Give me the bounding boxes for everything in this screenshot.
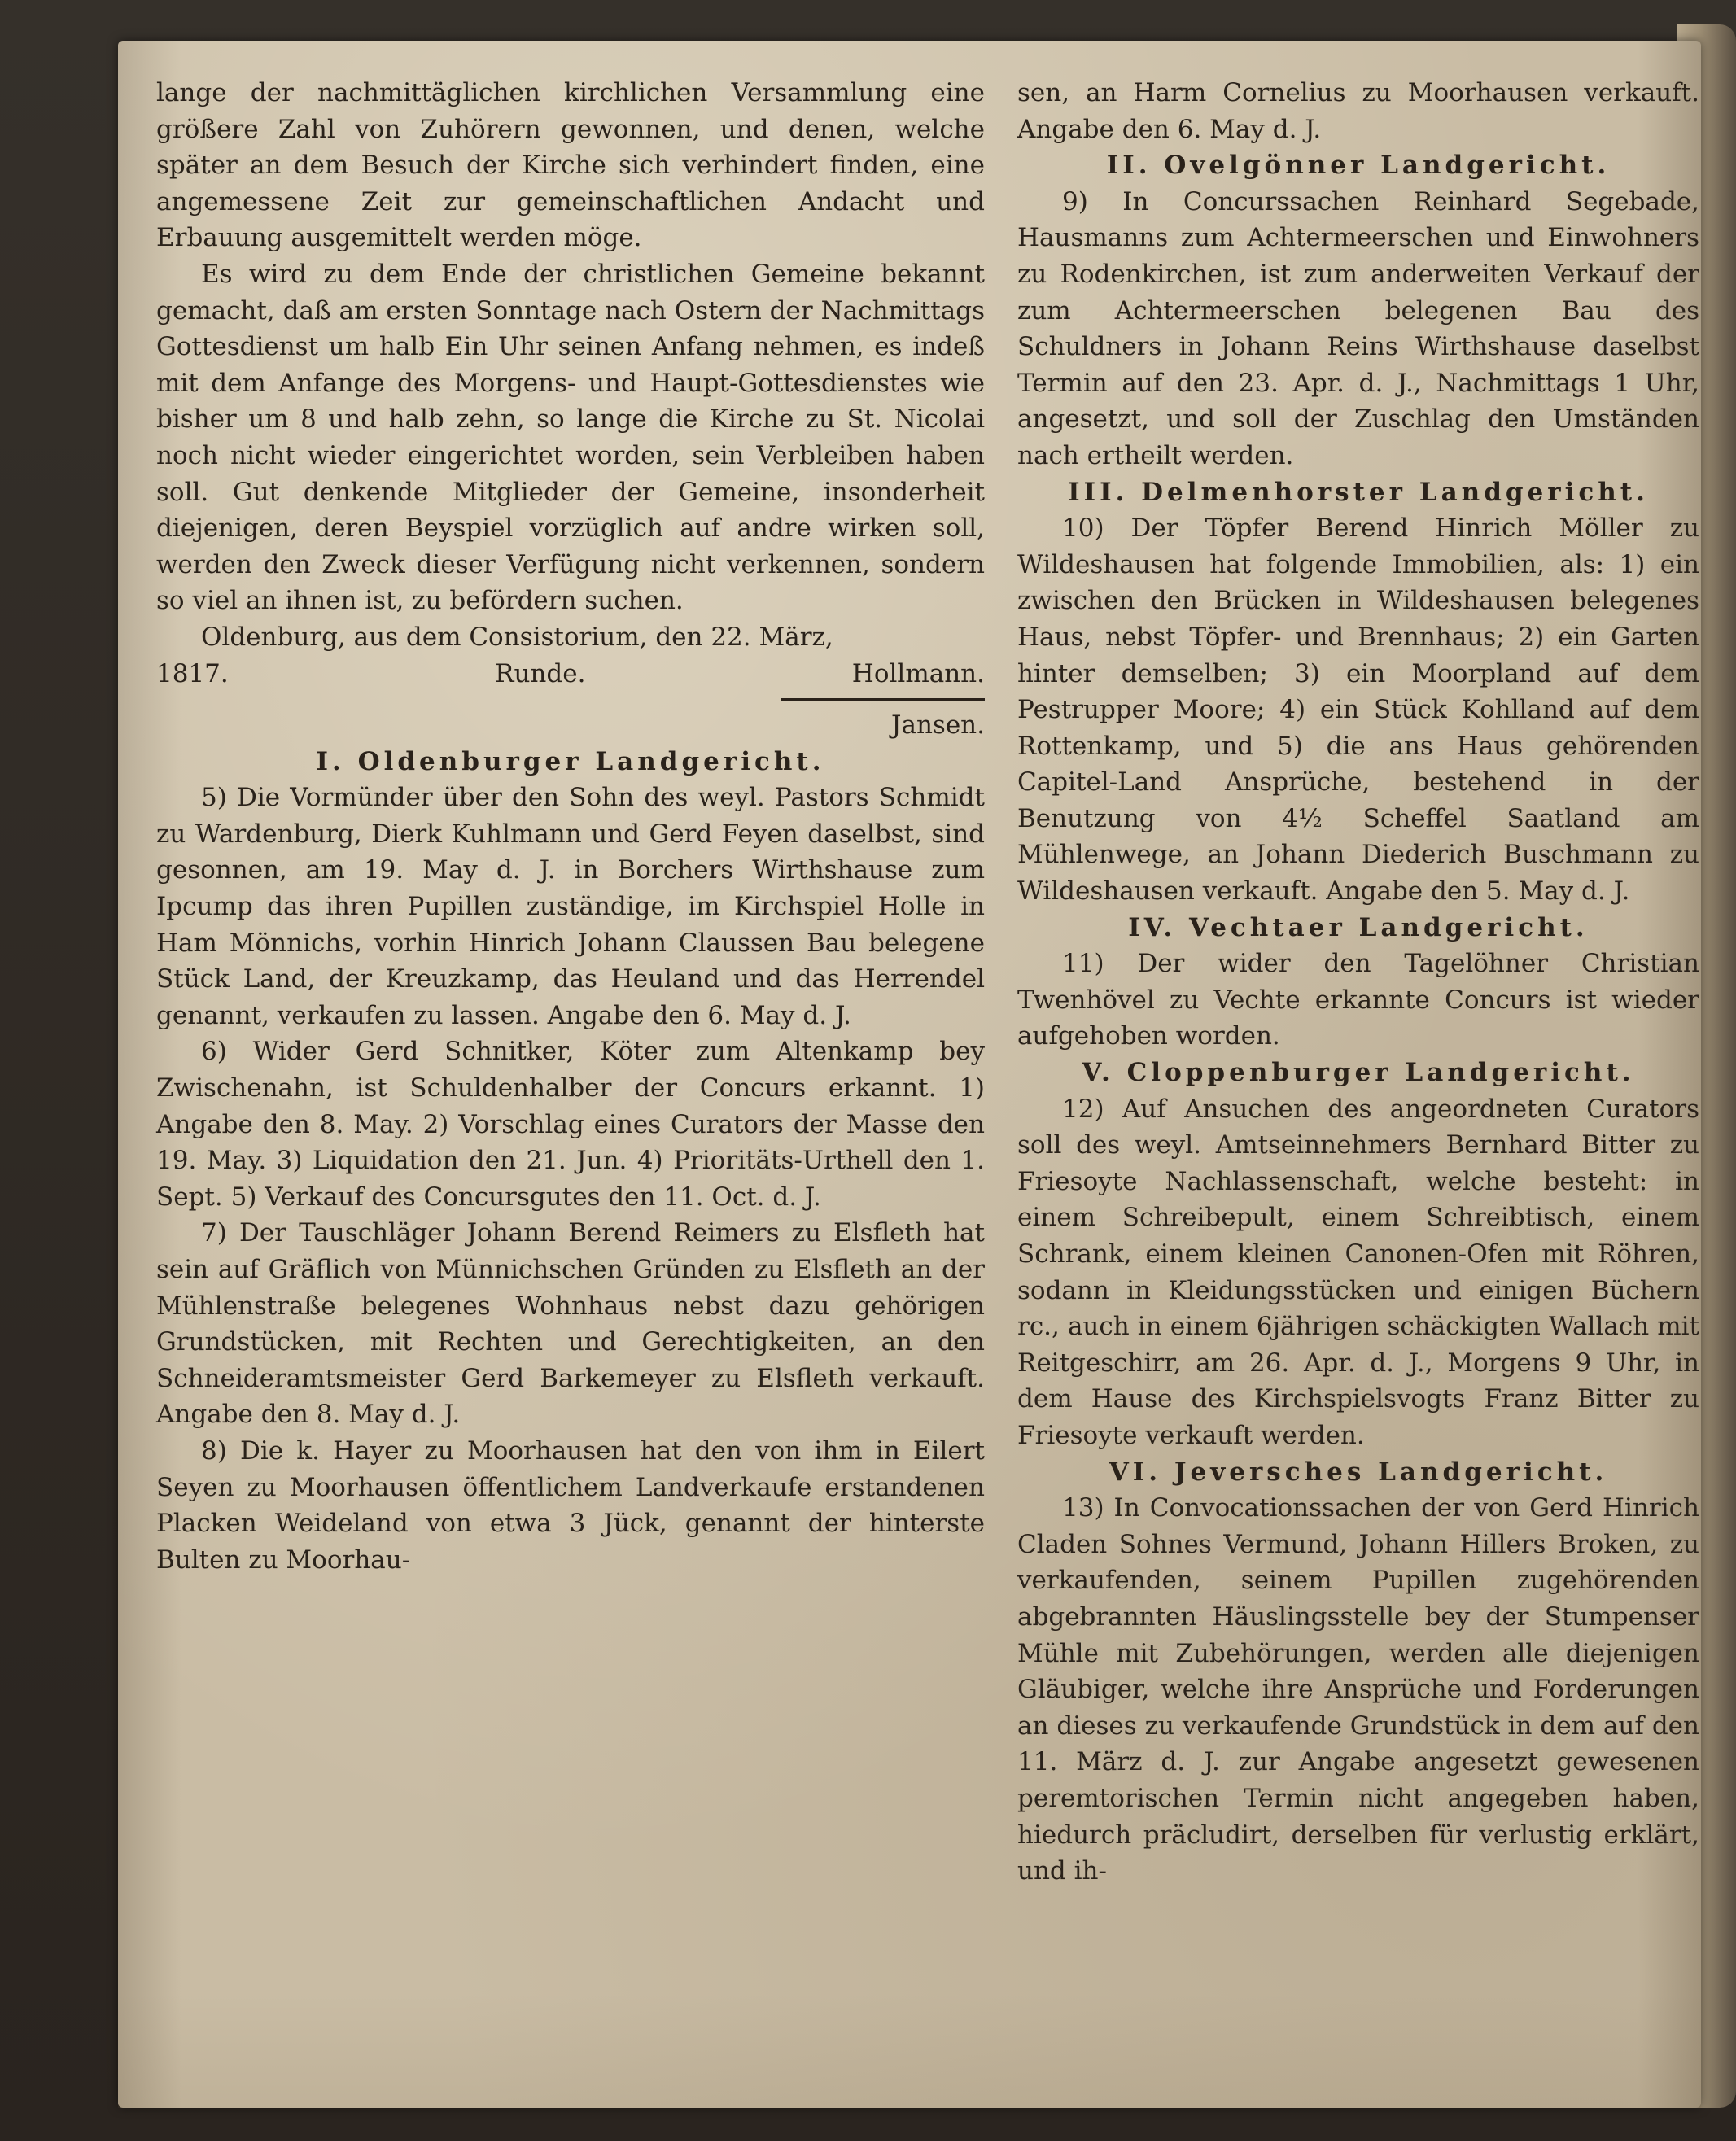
notice-item-12: 12) Auf Ansuchen des angeordneten Curators soll des weyl. Amtseinnehmers Bernhard Bitter zu Friesoyte Nachlassenschaft, welche besteht: in einem Schreibepult, einem Schreibtisch, einem Schrank, einem kleinen Canonen-Ofen mit Röhren, sodann in Kleidungsstücken und einigen Büchern rc., auch in einem 6jährigen schäckigten Wallach mit Reitgeschirr, am 26. Apr. d. J., Morgens 9 Uhr, in dem Hause des Kirchspielsvogts Franz Bitter zu Friesoyte verkauft werden. (1017, 1094, 1699, 1450)
paper-shading (118, 1994, 1701, 2108)
signature-hollmann: Hollmann. (851, 658, 985, 688)
notice-item-5: 5) Die Vormünder über den Sohn des weyl. Pastors Schmidt zu Wardenburg, Dierk Kuhlmann und Gerd Feyen daselbst, sind gesonnen, am 19. May d. J. in Borchers Wirthshause zum Ipcump das ihren Pupillen zuständige, im Kirchspiel Holle in Ham Mönnichs, vorhin Hinrich Johann Claussen Bau belegene Stück Land, der Kreuzkamp, das Heuland und das Herrendel genannt, verkaufen zu lassen. Angabe den 6. May d. J. (156, 783, 985, 1030)
section-heading-oldenburg: I. Oldenburger Landgericht. (316, 746, 825, 776)
right-column (1017, 75, 1699, 1890)
section-heading-vechta: IV. Vechtaer Landgericht. (1128, 912, 1589, 942)
notice-item-11: 11) Der wider den Tagelöhner Christian Twenhövel zu Vechte erkannte Concurs ist wieder aufgehoben worden. (1017, 949, 1699, 1051)
paragraph-continuation: lange der nachmittäglichen kirchlichen Versammlung eine größere Zahl von Zuhörern gewonnen, und denen, welche später an dem Besuch der Kirche sich verhindert finden, eine angemessene Zeit zur gemeinschaftlichen Andacht und Erbauung ausgemittelt werden möge. (156, 78, 985, 253)
paragraph-announcement: Es wird zu dem Ende der christlichen Gemeine bekannt gemacht, daß am ersten Sonntage nach Ostern der Nachmittags Gottesdienst um halb Ein Uhr seinen Anfang nehmen, es indeß mit dem Anfange des Morgens- und Haupt-Gottesdienstes wie bisher um 8 und halb zehn, so lange die Kirche zu St. Nicolai noch nicht wieder eingerichtet worden, sein Verbleiben haben soll. Gut denkende Mitglieder der Gemeine, insonderheit diejenigen, deren Beyspiel vorzüglich auf andre wirken soll, werden den Zweck dieser Verfügung nicht verkennen, sondern so viel an ihnen ist, zu befördern suchen. (156, 259, 985, 616)
section-heading-delmenhorst: III. Delmenhorster Landgericht. (1068, 477, 1649, 507)
notice-item-7: 7) Der Tauschläger Johann Berend Reimers zu Elsfleth hat sein auf Gräflich von Münnichschen Gründen zu Elsfleth an der Mühlenstraße belegenes Wohnhaus nebst dazu gehörigen Grundstücken, mit Rechten und Gerechtigkeiten, an den Schneideramtsmeister Gerd Barkemeyer zu Elsfleth verkauft. Angabe den 8. May d. J. (156, 1218, 985, 1430)
notice-item-6: 6) Wider Gerd Schnitker, Köter zum Altenkamp bey Zwischenahn, ist Schuldenhalber der Concurs erkannt. 1) Angabe den 8. May. 2) Vorschlag eines Curators der Masse den 19. May. 3) Liquidation den 21. Jun. 4) Prioritäts-Urthell den 1. Sept. 5) Verkauf des Concursgutes den 11. Oct. d. J. (156, 1037, 985, 1212)
notice-item-8-continued: sen, an Harm Cornelius zu Moorhausen verkauft. Angabe den 6. May d. J. (1017, 78, 1699, 144)
notice-item-10: 10) Der Töpfer Berend Hinrich Möller zu Wildeshausen hat folgende Immobilien, als: 1) ein zwischen den Brücken in Wildeshausen belegenes Haus, nebst Töpfer- und Brennhaus; 2) ein Garten hinter demselben; 3) ein Moorpland auf dem Pestrupper Moore; 4) ein Stück Kohlland auf dem Rottenkamp, und 5) die ans Haus gehörenden Capitel-Land Ansprüche, bestehend in der Benutzung von 4½ Scheffel Saatland am Mühlenwege, an Johann Diederich Buschmann zu Wildeshausen verkauft. Angabe den 5. May d. J. (1017, 513, 1699, 907)
signature-jansen: Jansen. (891, 710, 985, 741)
section-heading-cloppenburg: V. Cloppenburger Landgericht. (1082, 1058, 1635, 1088)
notice-item-9: 9) In Concurssachen Reinhard Segebade, Hausmanns zum Achtermeerschen und Einwohners zu Rodenkirchen, ist zum anderweiten Verkauf der zum Achtermeerschen belegenen Bau des Schuldners in Johann Reins Wirthshause daselbst Termin auf den 23. Apr. d. J., Nachmittags 1 Uhr, angesetzt, und soll der Zuschlag den Umständen nach ertheilt werden. (1017, 186, 1699, 470)
dateline: Oldenburg, aus dem Consistorium, den 22. März, (201, 622, 833, 652)
signature-runde: Runde. (495, 658, 586, 688)
notice-item-13: 13) In Convocationssachen der von Gerd Hinrich Claden Sohnes Vermund, Johann Hillers Broken, zu verkaufenden, seinem Pupillen zugehörenden abgebrannten Häuslingsstelle bey der Stumpenser Mühle mit Zubehörungen, werden alle diejenigen Gläubiger, welche ihre Ansprüche und Forderungen an dieses zu verkaufende Grundstück in dem auf den 11. März d. J. zur Angabe angesetzt gewesenen peremtorischen Termin nicht angegeben haben, hiedurch präcludirt, derselben für verlustig erklärt, und ih- (1017, 1493, 1699, 1886)
section-heading-jever: VI. Jeversches Landgericht. (1109, 1457, 1608, 1487)
left-column (156, 75, 985, 1578)
signature-rule (781, 698, 985, 701)
notice-item-8: 8) Die k. Hayer zu Moorhausen hat den von ihm in Eilert Seyen zu Moorhausen öffentlichem Landverkaufe erstandenen Placken Weideland von etwa 3 Jück, genannt der hinterste Bulten zu Moorhau- (156, 1435, 985, 1575)
signature-line (156, 656, 985, 693)
year: 1817. (156, 658, 229, 688)
section-heading-ovelgoenne: II. Ovelgönner Landgericht. (1106, 151, 1611, 181)
